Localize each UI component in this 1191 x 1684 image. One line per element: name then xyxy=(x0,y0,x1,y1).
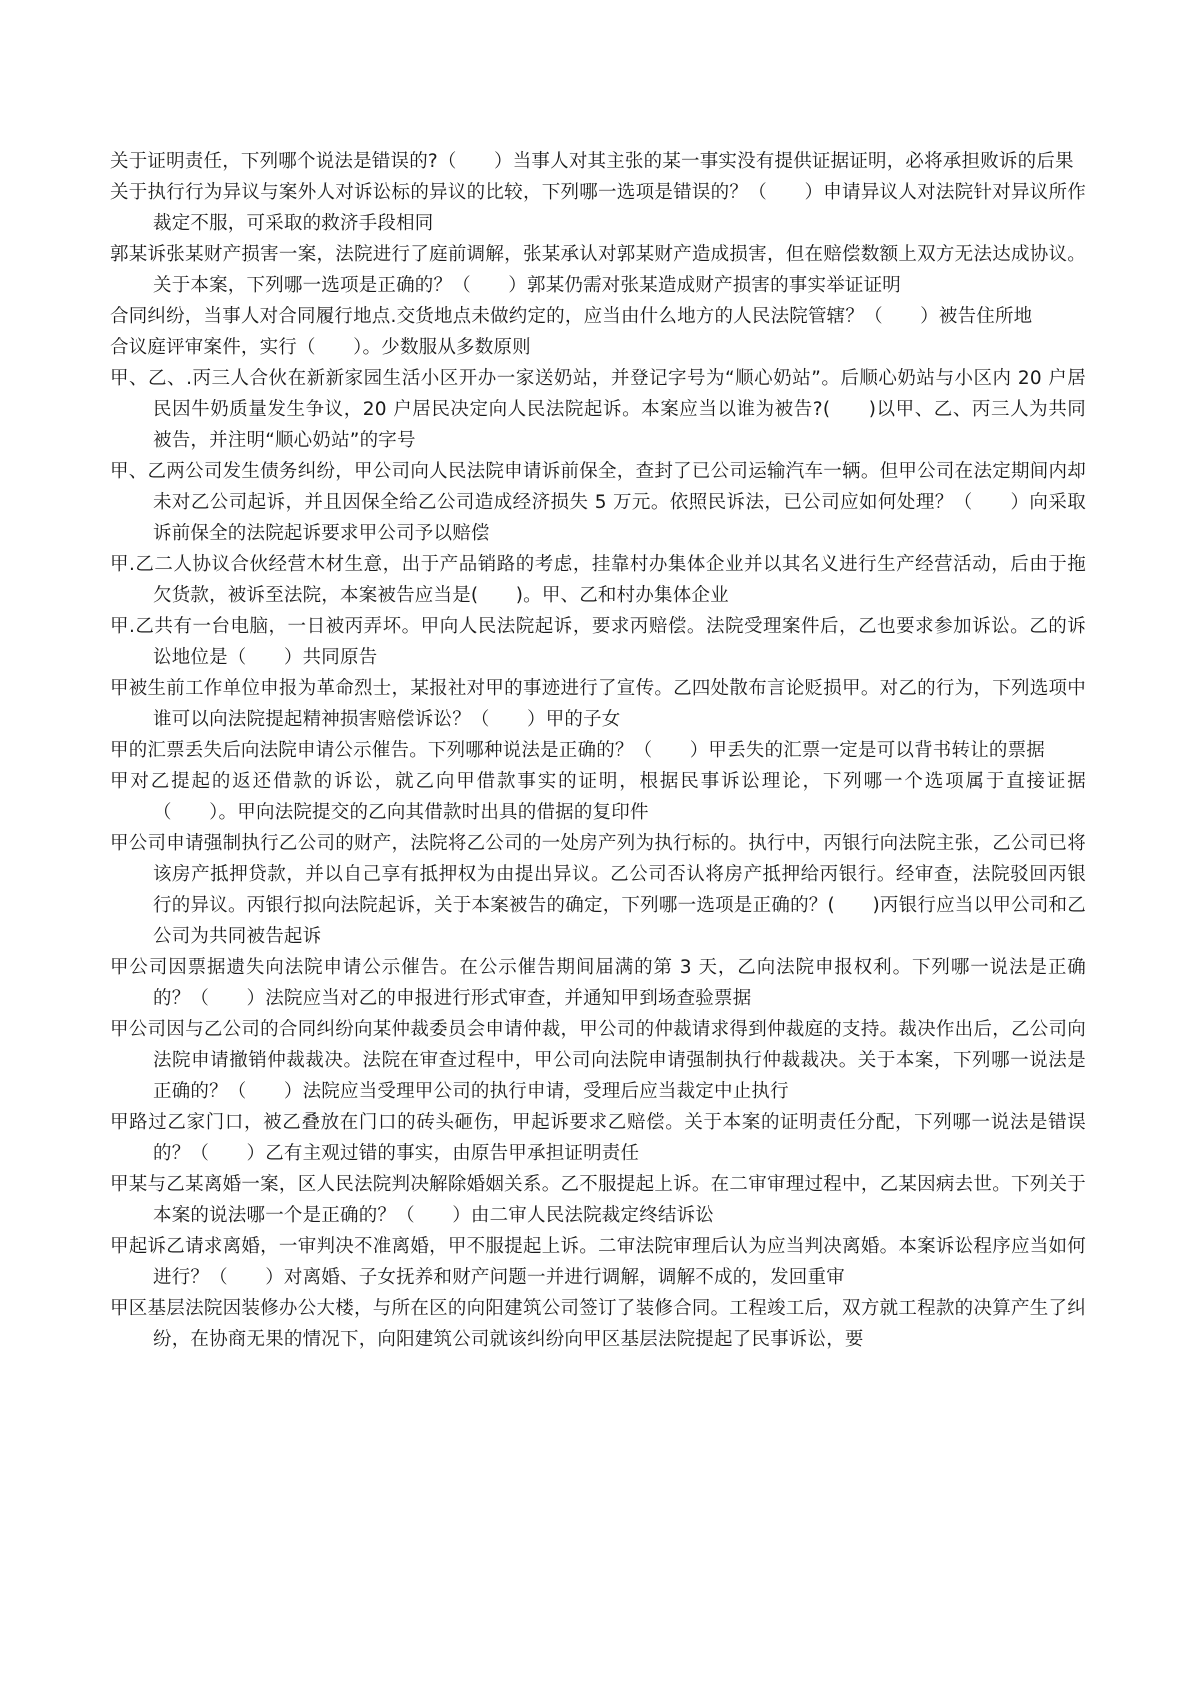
question-item: 甲路过乙家门口，被乙叠放在门口的砖头砸伤，甲起诉要求乙赔偿。关于本案的证明责任分配，下列哪一说法是错误的？（ ）乙有主观过错的事实，由原告甲承担证明责任 xyxy=(110,1112,1086,1164)
question-item: 关于执行行为异议与案外人对诉讼标的异议的比较，下列哪一选项是错误的？（ ）申请异议人对法院针对异议所作裁定不服，可采取的救济手段相同 xyxy=(110,182,1086,234)
question-item: 甲公司因与乙公司的合同纠纷向某仲裁委员会申请仲裁，甲公司的仲裁请求得到仲裁庭的支持。裁决作出后，乙公司向法院申请撤销仲裁裁决。法院在审查过程中，甲公司向法院申请强制执行仲裁裁决。关于本案，下列哪一说法是正确的？（ ）法院应当受理甲公司的执行申请，受理后应当裁定中止执行 xyxy=(110,1019,1086,1102)
question-item: 甲、乙两公司发生债务纠纷，甲公司向人民法院申请诉前保全，查封了已公司运输汽车一辆。但甲公司在法定期间内却未对乙公司起诉，并且因保全给乙公司造成经济损失 5 万元。依照民诉法，已公司应如何处理？（ ）向采取诉前保全的法院起诉要求甲公司予以赔偿 xyxy=(110,461,1086,544)
question-list xyxy=(110,146,1086,1355)
question-item: 合议庭评审案件，实行（ ）。少数服从多数原则 xyxy=(110,337,531,358)
question-item: 甲.乙共有一台电脑，一日被丙弄坏。甲向人民法院起诉，要求丙赔偿。法院受理案件后，乙也要求参加诉讼。乙的诉讼地位是（ ）共同原告 xyxy=(110,616,1086,668)
question-item: 甲公司因票据遗失向法院申请公示催告。在公示催告期间届满的第 3 天，乙向法院申报权利。下列哪一说法是正确的？（ ）法院应当对乙的申报进行形式审查，并通知甲到场查验票据 xyxy=(110,957,1086,1009)
question-item: 甲某与乙某离婚一案，区人民法院判决解除婚姻关系。乙不服提起上诉。在二审审理过程中，乙某因病去世。下列关于本案的说法哪一个是正确的？（ ）由二审人民法院裁定终结诉讼 xyxy=(110,1174,1086,1226)
question-item: 甲公司申请强制执行乙公司的财产，法院将乙公司的一处房产列为执行标的。执行中，丙银行向法院主张，乙公司已将该房产抵押贷款，并以自己享有抵押权为由提出异议。乙公司否认将房产抵押给丙银行。经审查，法院驳回丙银行的异议。丙银行拟向法院起诉，关于本案被告的确定，下列哪一选项是正确的？( )丙银行应当以甲公司和乙公司为共同被告起诉 xyxy=(110,833,1086,947)
question-item: 郭某诉张某财产损害一案，法院进行了庭前调解，张某承认对郭某财产造成损害，但在赔偿数额上双方无法达成协议。关于本案，下列哪一选项是正确的？（ ）郭某仍需对张某造成财产损害的事实举证证明 xyxy=(110,244,1086,296)
question-item: 甲对乙提起的返还借款的诉讼，就乙向甲借款事实的证明，根据民事诉讼理论，下列哪一个选项属于直接证据（ ）。甲向法院提交的乙向其借款时出具的借据的复印件 xyxy=(110,771,1086,823)
question-item: 甲被生前工作单位申报为革命烈士，某报社对甲的事迹进行了宣传。乙四处散布言论贬损甲。对乙的行为，下列选项中谁可以向法院提起精神损害赔偿诉讼？（ ）甲的子女 xyxy=(110,678,1086,730)
question-item: 甲起诉乙请求离婚，一审判决不准离婚，甲不服提起上诉。二审法院审理后认为应当判决离婚。本案诉讼程序应当如何进行？（ ）对离婚、子女抚养和财产问题一并进行调解，调解不成的，发回重审 xyxy=(110,1236,1086,1288)
question-item: 甲的汇票丢失后向法院申请公示催告。下列哪种说法是正确的？（ ）甲丢失的汇票一定是可以背书转让的票据 xyxy=(110,740,1046,761)
question-item: 甲、乙、.丙三人合伙在新新家园生活小区开办一家送奶站，并登记字号为“顺心奶站”。后顺心奶站与小区内 20 户居民因牛奶质量发生争议，20 户居民决定向人民法院起诉。本案应当以谁为被告?( )以甲、乙、丙三人为共同被告，并注明“顺心奶站”的字号 xyxy=(110,368,1086,451)
question-item: 关于证明责任，下列哪个说法是错误的?（ ）当事人对其主张的某一事实没有提供证据证明，必将承担败诉的后果 xyxy=(110,151,1074,172)
question-item: 甲.乙二人协议合伙经营木材生意，出于产品销路的考虑，挂靠村办集体企业并以其名义进行生产经营活动，后由于拖欠货款，被诉至法院，本案被告应当是( )。甲、乙和村办集体企业 xyxy=(110,554,1086,606)
question-item: 合同纠纷，当事人对合同履行地点.交货地点未做约定的，应当由什么地方的人民法院管辖？（ ）被告住所地 xyxy=(110,306,1033,327)
question-item: 甲区基层法院因装修办公大楼，与所在区的向阳建筑公司签订了装修合同。工程竣工后，双方就工程款的决算产生了纠纷，在协商无果的情况下，向阳建筑公司就该纠纷向甲区基层法院提起了民事诉讼，要 xyxy=(110,1298,1086,1350)
